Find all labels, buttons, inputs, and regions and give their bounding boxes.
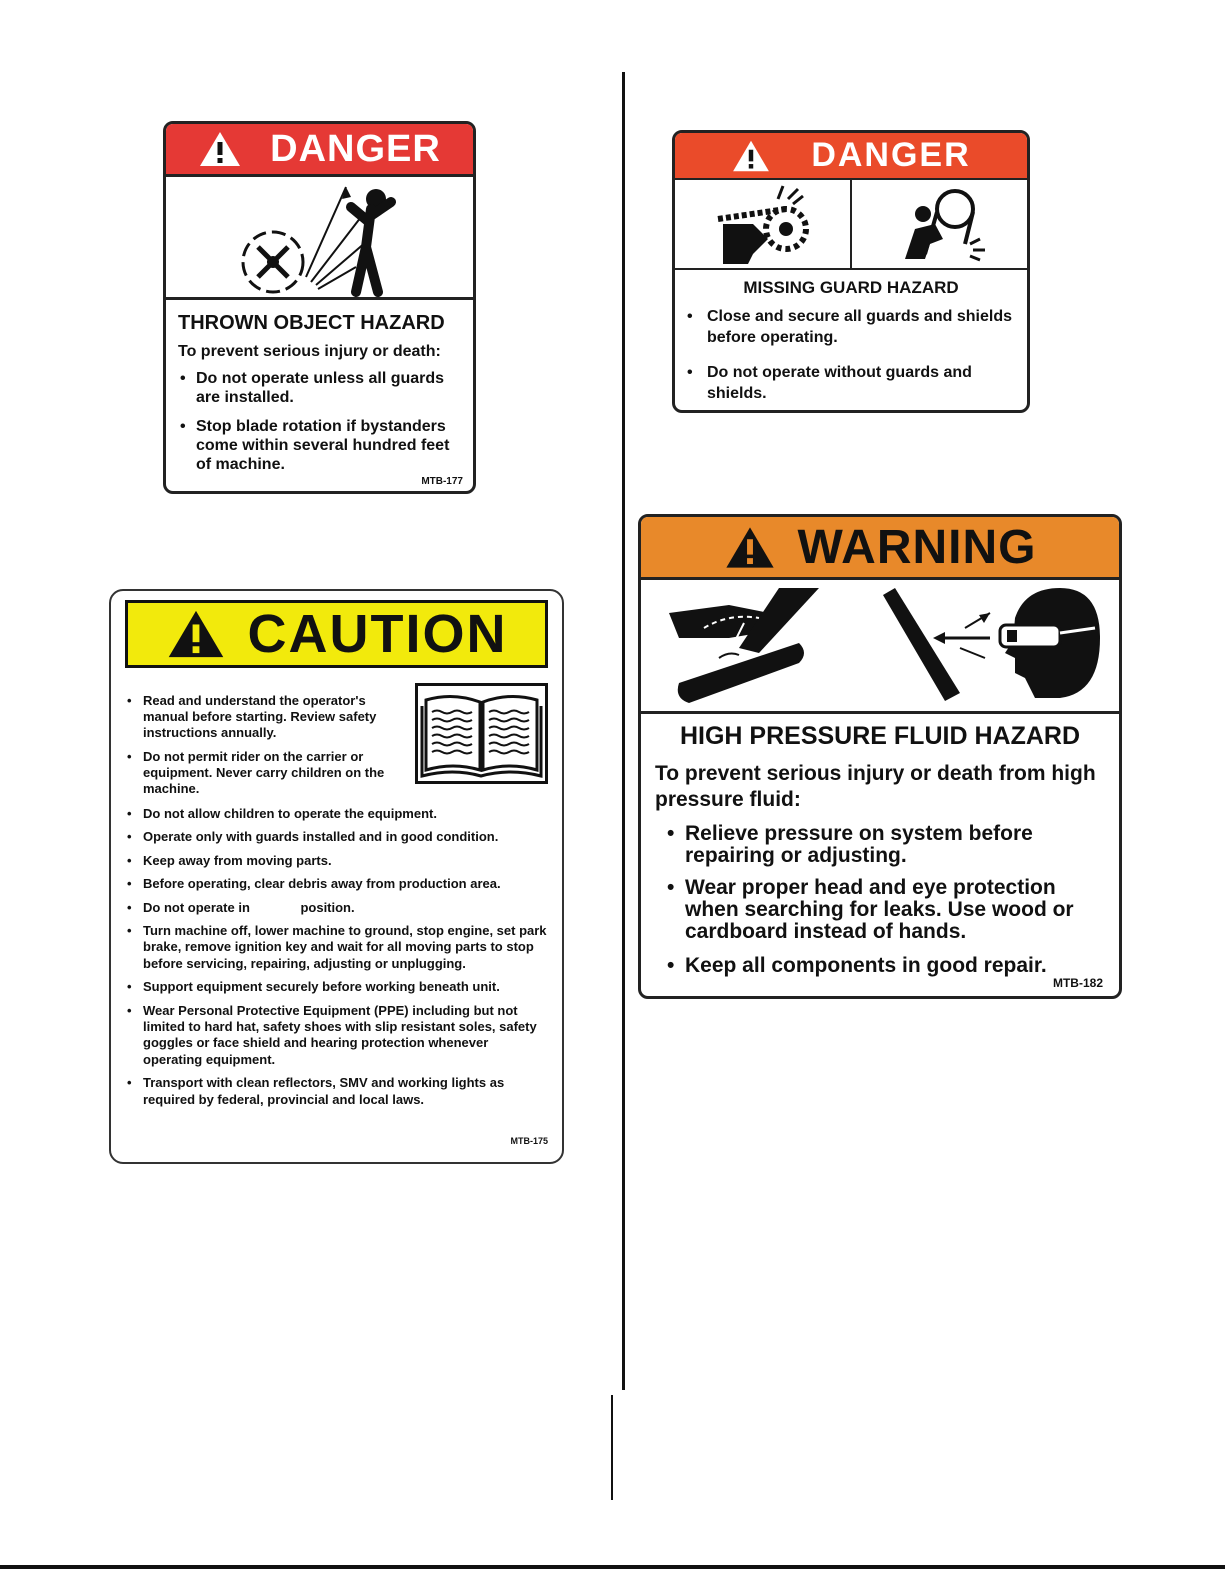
thrown-object-pictogram (166, 177, 473, 300)
warning-high-pressure-decal (638, 514, 1122, 999)
list-item: • Keep all components in good repair. (665, 955, 1105, 977)
caution-bullets-top (125, 693, 411, 797)
list-item: • Turn machine off, lower machine to ground, stop engine, set park brake, remove ignition key and wait for all moving parts to stop before servicing, repairing, adjusting or unplugging. (125, 923, 550, 972)
danger-missing-guard-decal (672, 130, 1030, 413)
decal-code: MTB-175 (510, 1136, 548, 1146)
danger-header-bar (166, 124, 473, 177)
warning-header-bar (641, 517, 1119, 580)
fluid-injection-hand-icon (659, 583, 829, 708)
warning-header-label: WARNING (797, 520, 1037, 574)
list-item: • Operate only with guards installed and in good condition. (125, 829, 550, 845)
warning-triangle-icon (724, 525, 776, 570)
belt-entanglement-icon (885, 184, 995, 264)
caution-decal (109, 589, 564, 1164)
list-item: • Do not permit rider on the carrier or equipment. Never carry children on the machine. (125, 749, 411, 797)
list-item: • Support equipment securely before working beneath unit. (125, 979, 550, 995)
hazard-intro: To prevent serious injury or death from high pressure fluid: (655, 762, 1096, 811)
chain-sprocket-entanglement-icon (708, 184, 818, 264)
danger-header-label: DANGER (270, 127, 441, 170)
list-item: • Before operating, clear debris away from production area. (125, 876, 550, 892)
thrown-object-icon (166, 177, 475, 297)
list-item: • Keep away from moving parts. (125, 853, 550, 869)
warning-triangle-icon (166, 608, 226, 660)
list-item: • Wear Personal Protective Equipment (PPE) including but not limited to hard hat, safety shoes with slip resistant soles, safety goggles or face shield and hearing protection whenever operating equipment. (125, 1003, 550, 1069)
column-divider-lower (611, 1395, 613, 1500)
hazard-title: HIGH PRESSURE FLUID HAZARD (679, 722, 1080, 750)
caution-bullets (125, 806, 550, 1108)
open-manual-icon (418, 686, 545, 781)
list-item: • Wear proper head and eye protection when searching for leaks. Use wood or cardboard instead of hands. (665, 877, 1105, 943)
list-item: • Do not operate unless all guards are installed. (178, 369, 463, 407)
list-item: • Transport with clean reflectors, SMV and working lights as required by federal, provincial and local laws. (125, 1075, 550, 1108)
decal-code: MTB-177 (421, 476, 463, 487)
guard-pictograms (675, 180, 1027, 270)
danger-thrown-object-decal (163, 121, 476, 494)
hazard-intro: To prevent serious injury or death: (178, 343, 441, 360)
list-item: • Do not allow children to operate the equipment. (125, 806, 550, 822)
hazard-title: MISSING GUARD HAZARD (743, 278, 959, 297)
list-item: • Relieve pressure on system before repairing or adjusting. (665, 823, 1105, 867)
list-item: • Close and secure all guards and shields before operating. (685, 306, 1017, 348)
caution-header-label: CAUTION (247, 604, 508, 664)
footer-rule (0, 1565, 1225, 1569)
list-item: • Do not operate in position. (125, 900, 550, 916)
danger-header-label: DANGER (811, 136, 971, 174)
hazard-bullets (655, 823, 1105, 977)
list-item: • Read and understand the operator's manual before starting. Review safety instructions annually. (125, 693, 411, 741)
hazard-title: THROWN OBJECT HAZARD (178, 312, 445, 334)
warning-triangle-icon (731, 139, 771, 173)
list-item: • Stop blade rotation if bystanders come within several hundred feet of machine. (178, 417, 463, 474)
warning-triangle-icon (198, 130, 242, 168)
decal-code: MTB-182 (1052, 976, 1103, 990)
danger-header-bar (675, 133, 1027, 180)
list-item: • Do not operate without guards and shields. (685, 362, 1017, 404)
column-divider-upper (622, 72, 625, 1390)
manual-icon-box (415, 683, 548, 784)
caution-header-bar (125, 600, 548, 668)
high-pressure-pictograms (641, 580, 1119, 714)
hazard-bullets (685, 306, 1017, 404)
hazard-bullets (178, 369, 463, 474)
hose-spray-eye-protection-icon (865, 583, 1115, 708)
